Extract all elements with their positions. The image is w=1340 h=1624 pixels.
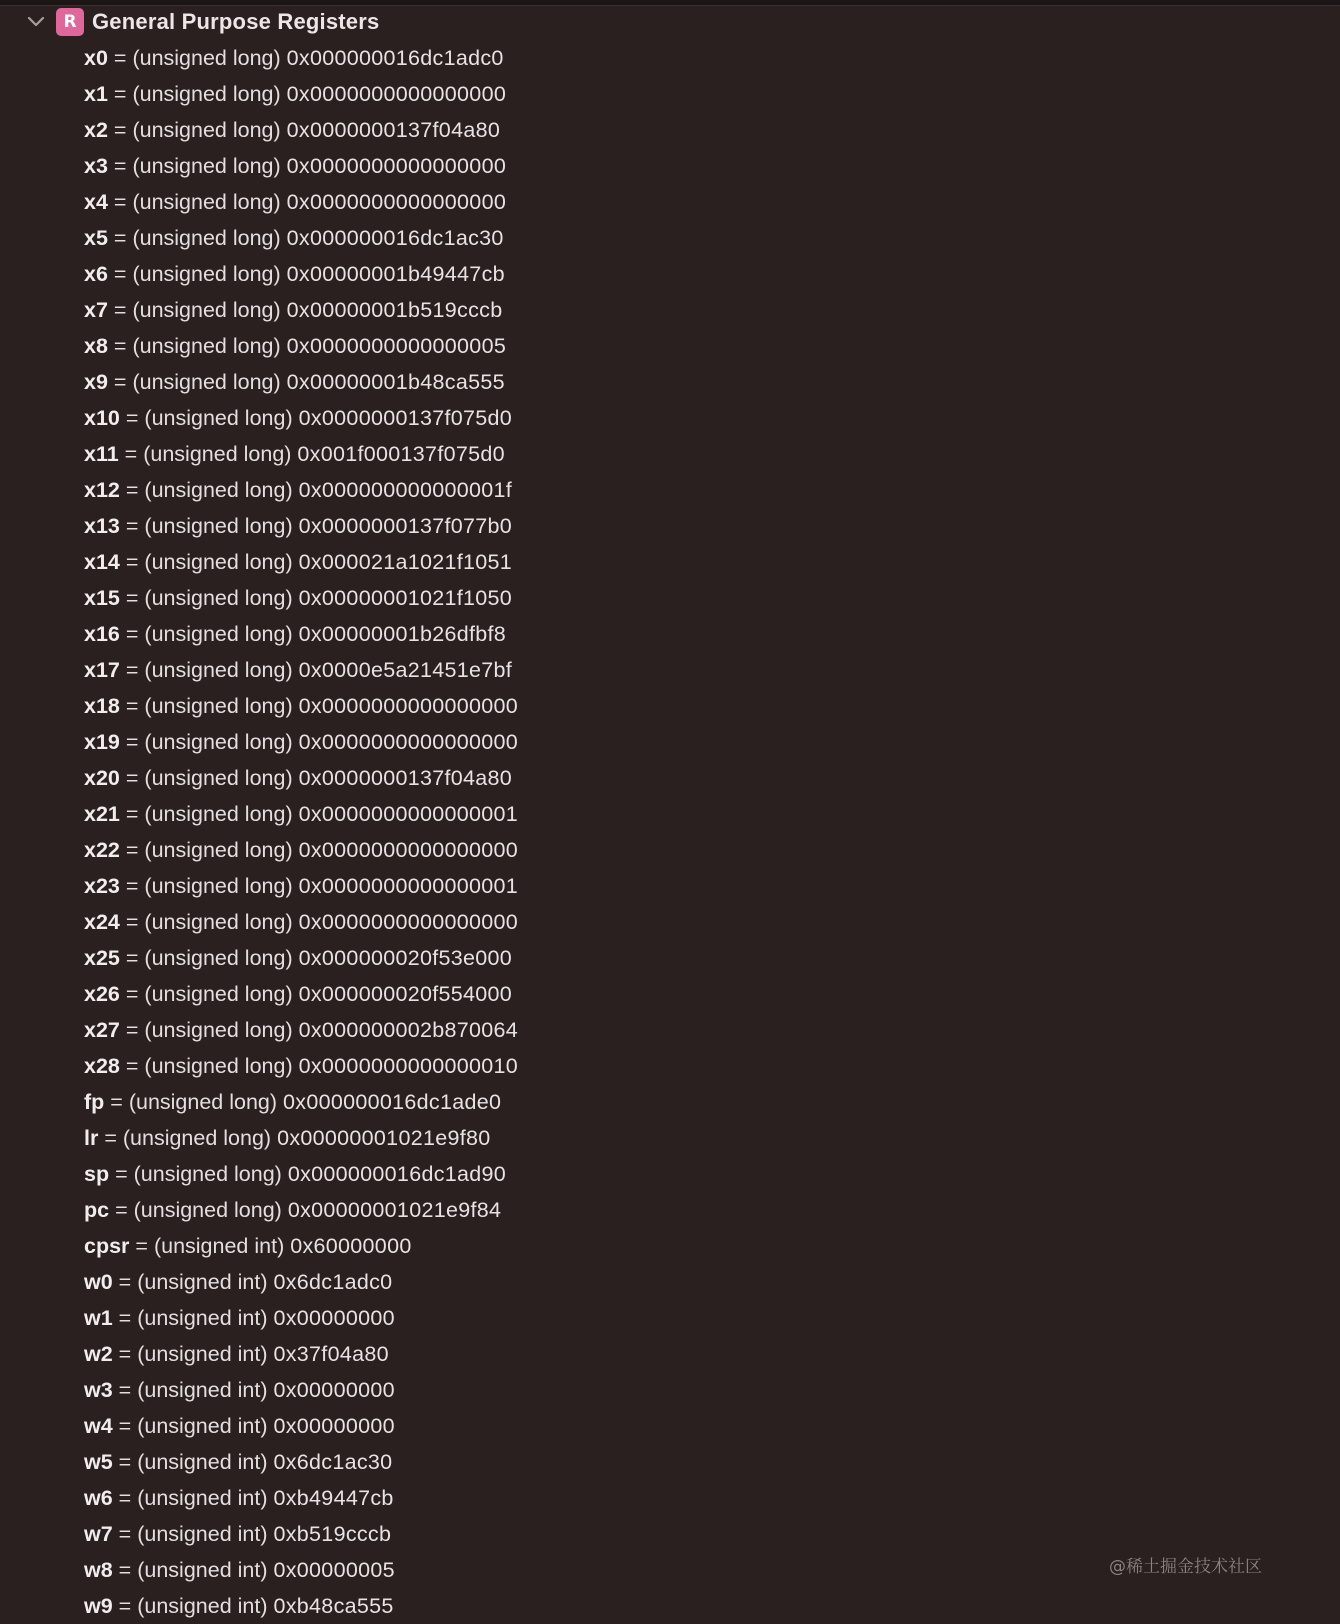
equals-sign: = xyxy=(118,1270,132,1294)
equals-sign: = xyxy=(125,910,139,934)
register-value: 0x00000000 xyxy=(273,1414,395,1438)
equals-sign: = xyxy=(124,442,138,466)
register-value: 0x0000e5a21451e7bf xyxy=(298,658,513,682)
register-name: x11 xyxy=(84,442,119,466)
equals-sign: = xyxy=(113,370,127,394)
register-type: (unsigned long) xyxy=(132,82,281,106)
register-name: x8 xyxy=(84,334,108,358)
register-value: 0x000000016dc1ad90 xyxy=(287,1162,507,1186)
register-type: (unsigned long) xyxy=(144,946,293,970)
register-type: (unsigned long) xyxy=(133,1162,282,1186)
equals-sign: = xyxy=(118,1450,132,1474)
register-row[interactable] xyxy=(84,1264,518,1300)
register-value: 0x00000001b519cccb xyxy=(286,298,503,322)
register-name: x19 xyxy=(84,730,120,754)
register-value: 0x0000000137f077b0 xyxy=(298,514,513,538)
group-title: General Purpose Registers xyxy=(92,9,380,34)
register-value: 0x0000000000000000 xyxy=(298,694,519,718)
register-name: x15 xyxy=(84,586,120,610)
register-row[interactable] xyxy=(84,184,518,220)
register-row[interactable] xyxy=(84,868,518,904)
register-type: (unsigned int) xyxy=(137,1450,268,1474)
register-type: (unsigned int) xyxy=(137,1558,268,1582)
register-row[interactable] xyxy=(84,400,518,436)
register-value: 0x00000001b48ca555 xyxy=(286,370,505,394)
register-value: 0x0000000000000000 xyxy=(286,82,507,106)
register-row[interactable] xyxy=(84,688,518,724)
register-value: 0x000000016dc1ac30 xyxy=(286,226,504,250)
register-row[interactable] xyxy=(84,1444,518,1480)
equals-sign: = xyxy=(118,1342,132,1366)
register-name: sp xyxy=(84,1162,110,1186)
register-name: x14 xyxy=(84,550,120,574)
register-row[interactable] xyxy=(84,220,518,256)
top-border xyxy=(0,0,1340,6)
register-type: (unsigned long) xyxy=(132,154,281,178)
register-row[interactable] xyxy=(84,1552,518,1588)
equals-sign: = xyxy=(113,118,127,142)
register-row[interactable] xyxy=(84,1408,518,1444)
register-name: x9 xyxy=(84,370,108,394)
equals-sign: = xyxy=(125,1054,139,1078)
register-name: w0 xyxy=(84,1270,113,1294)
register-row[interactable] xyxy=(84,976,518,1012)
register-type: (unsigned long) xyxy=(132,46,281,70)
equals-sign: = xyxy=(113,298,127,322)
equals-sign: = xyxy=(113,334,127,358)
register-type: (unsigned long) xyxy=(128,1090,278,1114)
register-row[interactable] xyxy=(84,832,518,868)
register-value: 0x000000016dc1adc0 xyxy=(286,46,504,70)
register-list xyxy=(84,40,518,1624)
register-type: (unsigned long) xyxy=(144,658,293,682)
register-type: (unsigned long) xyxy=(132,190,281,214)
register-value: 0x00000001021e9f80 xyxy=(277,1126,491,1150)
register-name: x13 xyxy=(84,514,120,538)
register-name: x17 xyxy=(84,658,120,682)
register-row[interactable] xyxy=(84,40,518,76)
register-row[interactable] xyxy=(84,76,518,112)
register-name: w4 xyxy=(84,1414,113,1438)
register-name: x2 xyxy=(84,118,108,142)
register-name: fp xyxy=(84,1090,105,1114)
register-name: x5 xyxy=(84,226,108,250)
equals-sign: = xyxy=(113,154,127,178)
register-value: 0x0000000137f04a80 xyxy=(298,766,513,790)
equals-sign: = xyxy=(125,586,139,610)
register-row[interactable] xyxy=(84,1084,518,1120)
register-row[interactable] xyxy=(84,940,518,976)
register-type: (unsigned long) xyxy=(144,586,293,610)
register-row[interactable] xyxy=(84,796,518,832)
register-row[interactable] xyxy=(84,1012,518,1048)
register-type: (unsigned long) xyxy=(144,478,293,502)
register-row[interactable] xyxy=(84,1192,518,1228)
register-value: 0x00000000 xyxy=(273,1306,395,1330)
register-value: 0x0000000000000001 xyxy=(298,802,519,826)
equals-sign: = xyxy=(125,874,139,898)
register-type: (unsigned long) xyxy=(144,1018,293,1042)
register-name: cpsr xyxy=(84,1234,130,1258)
register-group-header[interactable] xyxy=(26,7,379,37)
register-value: 0xb519cccb xyxy=(273,1522,392,1546)
register-type: (unsigned long) xyxy=(144,802,293,826)
register-row[interactable] xyxy=(84,760,518,796)
register-row[interactable] xyxy=(84,1120,518,1156)
register-value: 0x001f000137f075d0 xyxy=(297,442,505,466)
register-value: 0x00000001b49447cb xyxy=(286,262,505,286)
register-value: 0x37f04a80 xyxy=(273,1342,389,1366)
chevron-down-icon[interactable] xyxy=(26,12,46,32)
register-row[interactable] xyxy=(84,1516,518,1552)
register-type: (unsigned int) xyxy=(137,1306,268,1330)
register-value: 0x000000020f53e000 xyxy=(298,946,513,970)
register-type: (unsigned long) xyxy=(132,298,281,322)
register-name: w3 xyxy=(84,1378,113,1402)
register-type: (unsigned long) xyxy=(132,226,281,250)
register-value: 0x0000000000000000 xyxy=(286,190,507,214)
register-type: (unsigned long) xyxy=(144,874,293,898)
register-name: w6 xyxy=(84,1486,113,1510)
register-name: x1 xyxy=(84,82,108,106)
equals-sign: = xyxy=(113,262,127,286)
equals-sign: = xyxy=(135,1234,148,1258)
register-type: (unsigned int) xyxy=(137,1594,268,1618)
equals-sign: = xyxy=(113,190,127,214)
register-name: x23 xyxy=(84,874,120,898)
register-name: pc xyxy=(84,1198,110,1222)
register-row[interactable] xyxy=(84,112,518,148)
register-name: x25 xyxy=(84,946,120,970)
register-type: (unsigned long) xyxy=(122,1126,272,1150)
register-value: 0x6dc1ac30 xyxy=(273,1450,393,1474)
register-name: x16 xyxy=(84,622,120,646)
register-name: x4 xyxy=(84,190,108,214)
equals-sign: = xyxy=(125,514,139,538)
register-type: (unsigned int) xyxy=(137,1522,268,1546)
register-value: 0x00000001b26dfbf8 xyxy=(298,622,507,646)
register-type: (unsigned long) xyxy=(132,262,281,286)
register-value: 0x0000000000000010 xyxy=(298,1054,519,1078)
register-type: (unsigned long) xyxy=(132,118,281,142)
register-row[interactable] xyxy=(84,472,518,508)
equals-sign: = xyxy=(125,838,139,862)
register-type: (unsigned int) xyxy=(137,1414,268,1438)
equals-sign: = xyxy=(118,1522,132,1546)
register-name: x12 xyxy=(84,478,120,502)
register-value: 0xb49447cb xyxy=(273,1486,394,1510)
register-name: w2 xyxy=(84,1342,113,1366)
register-value: 0xb48ca555 xyxy=(273,1594,394,1618)
register-value: 0x0000000000000000 xyxy=(298,730,519,754)
register-row[interactable] xyxy=(84,256,518,292)
equals-sign: = xyxy=(113,226,127,250)
register-type: (unsigned long) xyxy=(144,982,293,1006)
equals-sign: = xyxy=(113,46,127,70)
register-row[interactable] xyxy=(84,904,518,940)
register-row[interactable] xyxy=(84,724,518,760)
register-name: x24 xyxy=(84,910,120,934)
register-badge-icon: R xyxy=(56,8,84,36)
register-type: (unsigned long) xyxy=(144,622,293,646)
register-type: (unsigned long) xyxy=(143,442,292,466)
register-name: x22 xyxy=(84,838,120,862)
register-name: x6 xyxy=(84,262,108,286)
equals-sign: = xyxy=(115,1198,128,1222)
register-value: 0x000000000000001f xyxy=(298,478,513,502)
watermark: @稀土掘金技术社区 xyxy=(1109,1557,1262,1577)
register-value: 0x00000001021f1050 xyxy=(298,586,513,610)
register-type: (unsigned int) xyxy=(153,1234,285,1258)
register-value: 0x00000005 xyxy=(273,1558,395,1582)
register-row[interactable] xyxy=(84,1480,518,1516)
equals-sign: = xyxy=(125,622,139,646)
register-value: 0x0000000000000000 xyxy=(298,910,519,934)
register-name: x3 xyxy=(84,154,108,178)
equals-sign: = xyxy=(118,1486,132,1510)
register-row[interactable] xyxy=(84,148,518,184)
register-type: (unsigned int) xyxy=(137,1270,268,1294)
register-name: x0 xyxy=(84,46,108,70)
equals-sign: = xyxy=(125,766,139,790)
register-value: 0x000000020f554000 xyxy=(298,982,513,1006)
register-row[interactable] xyxy=(84,328,518,364)
register-name: x7 xyxy=(84,298,108,322)
equals-sign: = xyxy=(125,658,139,682)
equals-sign: = xyxy=(110,1090,123,1114)
register-type: (unsigned long) xyxy=(144,838,293,862)
register-name: w9 xyxy=(84,1594,113,1618)
register-value: 0x00000000 xyxy=(273,1378,395,1402)
equals-sign: = xyxy=(118,1378,132,1402)
equals-sign: = xyxy=(113,82,127,106)
register-row[interactable] xyxy=(84,1372,518,1408)
equals-sign: = xyxy=(125,550,139,574)
register-row[interactable] xyxy=(84,364,518,400)
register-name: x10 xyxy=(84,406,120,430)
register-name: w1 xyxy=(84,1306,113,1330)
register-row[interactable] xyxy=(84,580,518,616)
register-row[interactable] xyxy=(84,1588,518,1624)
register-name: x20 xyxy=(84,766,120,790)
register-row[interactable] xyxy=(84,436,518,472)
register-type: (unsigned long) xyxy=(132,334,281,358)
register-row[interactable] xyxy=(84,652,518,688)
register-type: (unsigned long) xyxy=(132,370,281,394)
register-type: (unsigned long) xyxy=(144,406,293,430)
register-name: w5 xyxy=(84,1450,113,1474)
register-value: 0x6dc1adc0 xyxy=(273,1270,393,1294)
equals-sign: = xyxy=(115,1162,128,1186)
register-name: x26 xyxy=(84,982,120,1006)
equals-sign: = xyxy=(104,1126,117,1150)
register-type: (unsigned long) xyxy=(144,694,293,718)
register-row[interactable] xyxy=(84,616,518,652)
register-type: (unsigned long) xyxy=(144,550,293,574)
register-value: 0x000000016dc1ade0 xyxy=(283,1090,502,1114)
register-value: 0x0000000000000001 xyxy=(298,874,519,898)
register-value: 0x0000000000000005 xyxy=(286,334,507,358)
register-row[interactable] xyxy=(84,1336,518,1372)
register-type: (unsigned long) xyxy=(144,910,293,934)
register-value: 0x0000000000000000 xyxy=(286,154,507,178)
register-name: lr xyxy=(84,1126,99,1150)
equals-sign: = xyxy=(125,1018,139,1042)
register-name: x18 xyxy=(84,694,120,718)
register-row[interactable] xyxy=(84,1228,518,1264)
register-value: 0x000021a1021f1051 xyxy=(298,550,513,574)
equals-sign: = xyxy=(125,802,139,826)
equals-sign: = xyxy=(125,694,139,718)
register-type: (unsigned long) xyxy=(144,1054,293,1078)
register-row[interactable] xyxy=(84,1048,518,1084)
register-value: 0x60000000 xyxy=(290,1234,412,1258)
register-row[interactable] xyxy=(84,508,518,544)
register-type: (unsigned long) xyxy=(144,766,293,790)
register-value: 0x0000000137f075d0 xyxy=(298,406,513,430)
register-value: 0x00000001021e9f84 xyxy=(287,1198,502,1222)
register-name: w8 xyxy=(84,1558,113,1582)
register-name: x21 xyxy=(84,802,120,826)
register-name: x28 xyxy=(84,1054,120,1078)
register-value: 0x000000002b870064 xyxy=(298,1018,519,1042)
equals-sign: = xyxy=(125,406,139,430)
register-type: (unsigned int) xyxy=(137,1486,268,1510)
register-row[interactable] xyxy=(84,1300,518,1336)
register-row[interactable] xyxy=(84,544,518,580)
equals-sign: = xyxy=(125,730,139,754)
equals-sign: = xyxy=(125,478,139,502)
equals-sign: = xyxy=(118,1414,132,1438)
equals-sign: = xyxy=(125,946,139,970)
register-row[interactable] xyxy=(84,292,518,328)
register-type: (unsigned long) xyxy=(133,1198,282,1222)
register-type: (unsigned int) xyxy=(137,1342,268,1366)
register-row[interactable] xyxy=(84,1156,518,1192)
register-name: w7 xyxy=(84,1522,113,1546)
register-type: (unsigned long) xyxy=(144,730,293,754)
register-type: (unsigned int) xyxy=(137,1378,268,1402)
register-type: (unsigned long) xyxy=(144,514,293,538)
equals-sign: = xyxy=(118,1594,132,1618)
register-value: 0x0000000000000000 xyxy=(298,838,519,862)
equals-sign: = xyxy=(118,1306,132,1330)
register-name: x27 xyxy=(84,1018,120,1042)
equals-sign: = xyxy=(125,982,139,1006)
equals-sign: = xyxy=(118,1558,132,1582)
register-value: 0x0000000137f04a80 xyxy=(286,118,501,142)
